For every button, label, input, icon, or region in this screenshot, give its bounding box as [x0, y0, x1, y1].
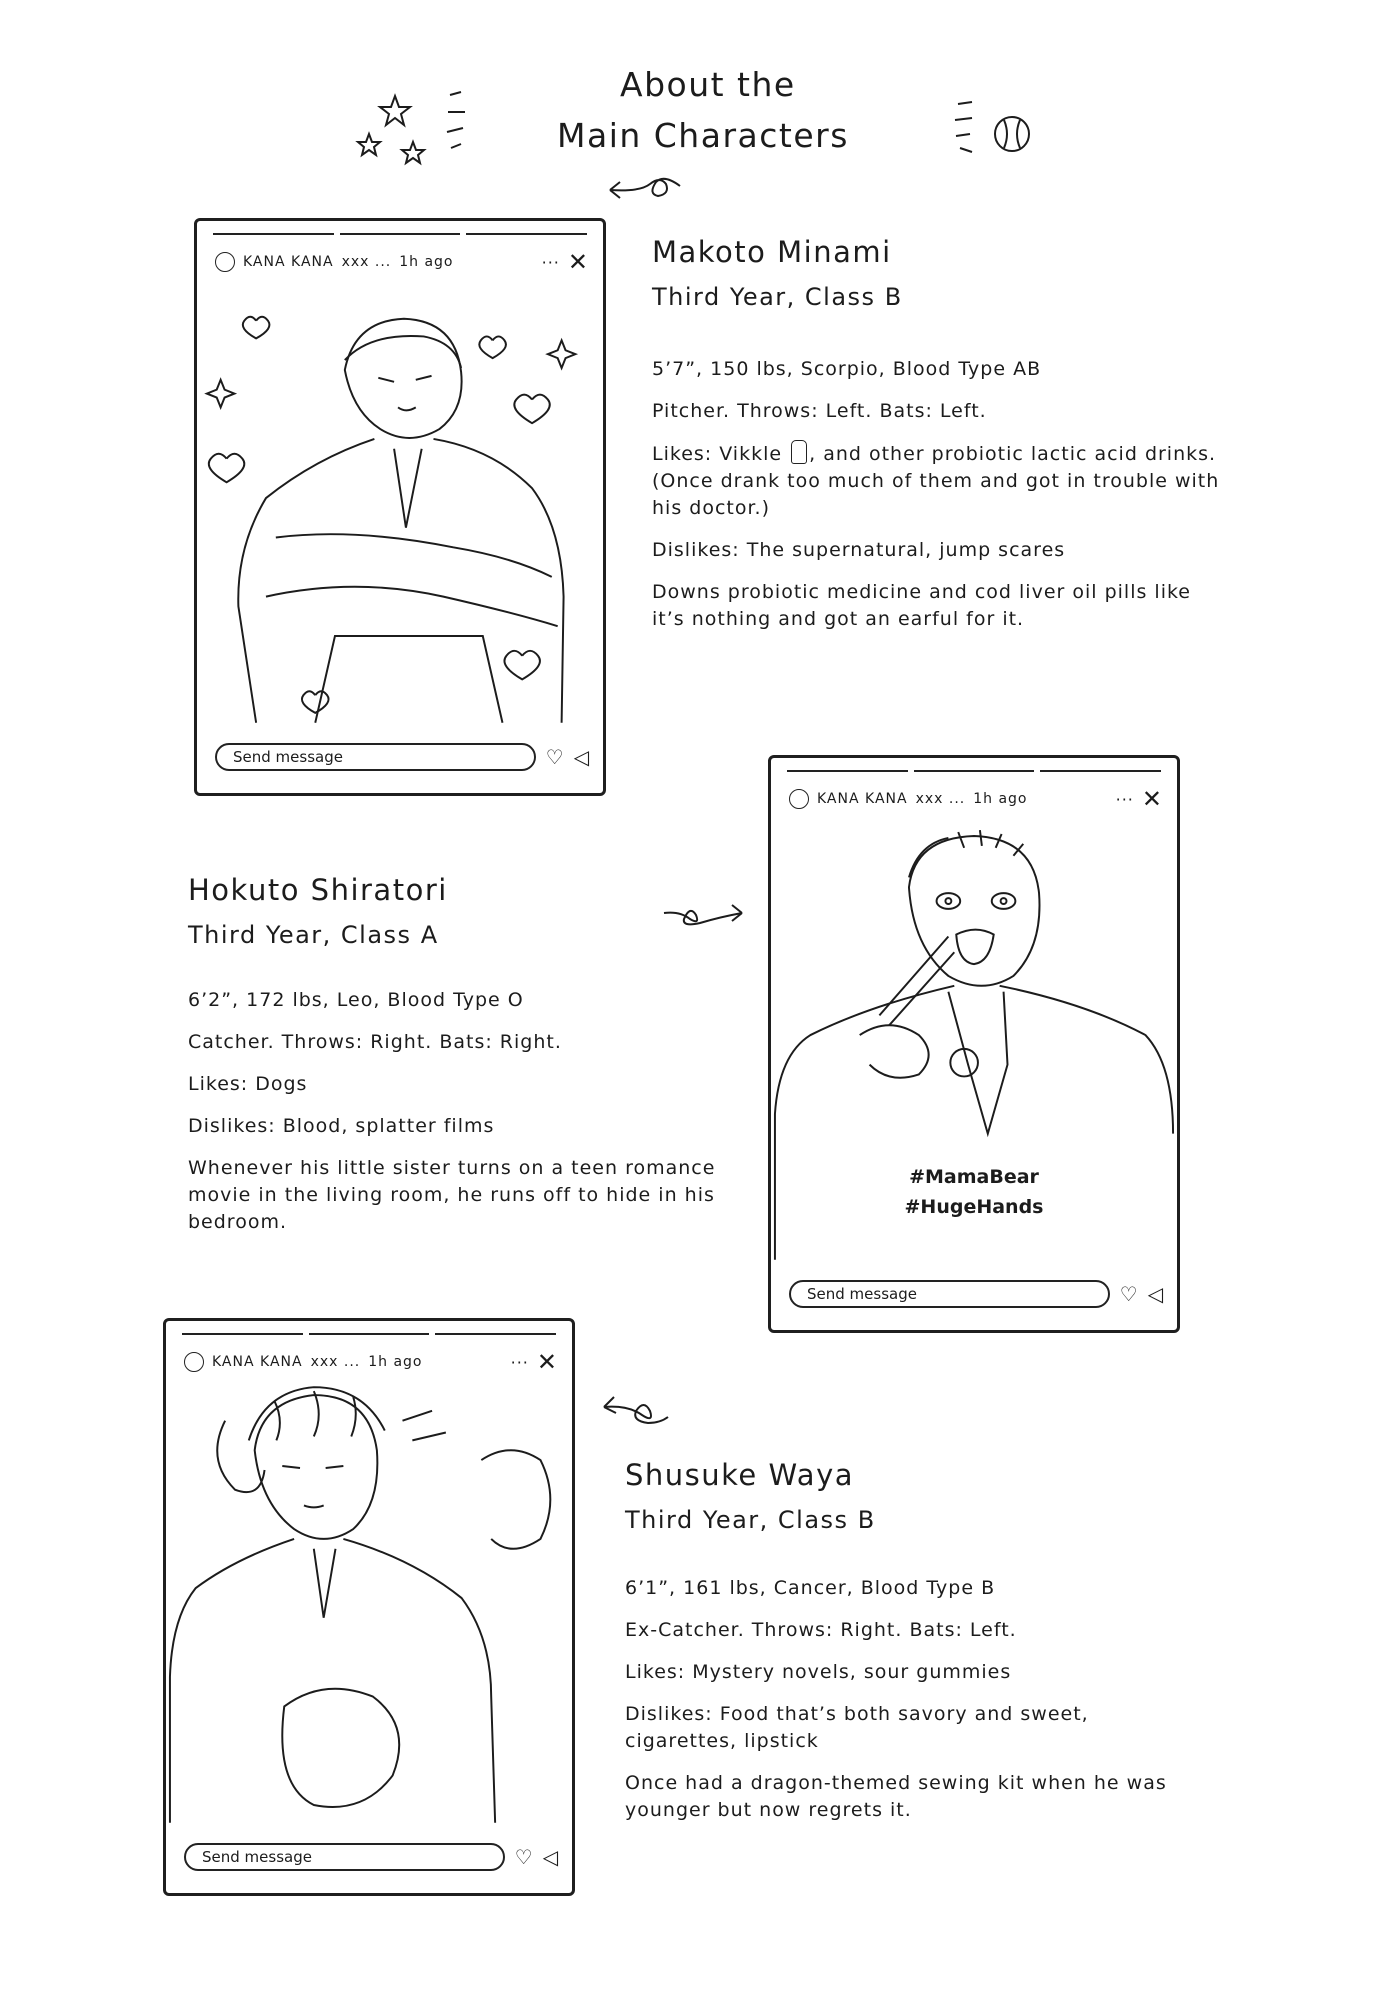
- note: Once had a dragon-themed sewing kit when he was younger but now regrets it.: [625, 1772, 1167, 1821]
- story-time: 1h ago: [368, 1354, 423, 1370]
- curly-arrow-icon: [660, 895, 750, 935]
- stars-icon: [355, 90, 475, 170]
- close-icon[interactable]: ✕: [536, 1348, 558, 1376]
- hashtag[interactable]: #MamaBear: [909, 1166, 1039, 1188]
- likes: Likes: Dogs: [188, 1073, 308, 1095]
- story-footer: [215, 739, 589, 775]
- heading-line-1: About the: [620, 65, 796, 104]
- baseball-icon: [950, 98, 1040, 158]
- character-class-makoto: Third Year, Class B: [652, 283, 903, 311]
- character-class-shusuke: Third Year, Class B: [625, 1506, 876, 1534]
- character-illustration-shusuke: [166, 1381, 572, 1823]
- more-icon[interactable]: ···: [1115, 789, 1134, 809]
- more-icon[interactable]: ···: [510, 1352, 529, 1372]
- position: Ex-Catcher. Throws: Right. Bats: Left.: [625, 1619, 1017, 1641]
- hashtag[interactable]: #HugeHands: [904, 1196, 1044, 1218]
- send-message-input[interactable]: Send message: [215, 743, 536, 771]
- send-icon[interactable]: ◁: [573, 745, 589, 769]
- heart-icon[interactable]: ♡: [1119, 1282, 1138, 1306]
- story-footer: [184, 1839, 558, 1875]
- story-header: [215, 247, 589, 277]
- close-icon[interactable]: ✕: [567, 248, 589, 276]
- position: Pitcher. Throws: Left. Bats: Left.: [652, 400, 987, 422]
- story-card-hokuto: [768, 755, 1180, 1333]
- drink-bottle-icon: [791, 440, 807, 464]
- send-icon[interactable]: ◁: [1147, 1282, 1163, 1306]
- story-username[interactable]: KANA KANA: [817, 791, 908, 807]
- story-progress-bar: [182, 1333, 556, 1335]
- avatar[interactable]: [184, 1352, 204, 1372]
- send-message-input[interactable]: Send message: [789, 1280, 1110, 1308]
- heart-icon[interactable]: ♡: [514, 1845, 533, 1869]
- stats: 6’2”, 172 lbs, Leo, Blood Type O: [188, 989, 524, 1011]
- send-icon[interactable]: ◁: [542, 1845, 558, 1869]
- story-progress-bar: [787, 770, 1161, 772]
- character-name-shusuke: Shusuke Waya: [625, 1458, 855, 1492]
- note: Downs probiotic medicine and cod liver oil pills like it’s nothing and got an earful for it.: [652, 581, 1191, 630]
- story-header: [789, 784, 1163, 814]
- character-facts-makoto: [652, 356, 1222, 648]
- character-facts-hokuto: [188, 987, 728, 1251]
- dislikes: Dislikes: Blood, splatter films: [188, 1115, 495, 1137]
- position: Catcher. Throws: Right. Bats: Right.: [188, 1031, 562, 1053]
- story-suffix: xxx ...: [310, 1354, 361, 1370]
- story-progress-bar: [213, 233, 587, 235]
- note: Whenever his little sister turns on a teen romance movie in the living room, he runs off to hide in his bedroom.: [188, 1157, 716, 1233]
- character-class-hokuto: Third Year, Class A: [188, 921, 439, 949]
- dislikes: Dislikes: The supernatural, jump scares: [652, 539, 1066, 561]
- story-footer: [789, 1276, 1163, 1312]
- likes: Likes: Mystery novels, sour gummies: [625, 1661, 1012, 1683]
- likes: Likes: Vikkle , and other probiotic lactic acid drinks. (Once drank too much of them and got in trouble with his doctor.): [652, 440, 1222, 522]
- avatar[interactable]: [215, 252, 235, 272]
- story-username[interactable]: KANA KANA: [243, 254, 334, 270]
- more-icon[interactable]: ···: [541, 252, 560, 272]
- character-facts-shusuke: [625, 1575, 1185, 1839]
- story-time: 1h ago: [399, 254, 454, 270]
- close-icon[interactable]: ✕: [1141, 785, 1163, 813]
- avatar[interactable]: [789, 789, 809, 809]
- character-name-makoto: Makoto Minami: [652, 235, 892, 269]
- heart-icon[interactable]: ♡: [545, 745, 564, 769]
- character-illustration-makoto: [197, 281, 603, 723]
- stats: 5’7”, 150 lbs, Scorpio, Blood Type AB: [652, 358, 1042, 380]
- story-time: 1h ago: [973, 791, 1028, 807]
- character-name-hokuto: Hokuto Shiratori: [188, 873, 448, 907]
- heading-line-2: Main Characters: [557, 116, 849, 155]
- curly-arrow-icon: [598, 1385, 678, 1431]
- story-username[interactable]: KANA KANA: [212, 1354, 303, 1370]
- stats: 6’1”, 161 lbs, Cancer, Blood Type B: [625, 1577, 996, 1599]
- story-suffix: xxx ...: [341, 254, 392, 270]
- dislikes: Dislikes: Food that’s both savory and sweet, cigarettes, lipstick: [625, 1703, 1089, 1752]
- story-card-makoto: [194, 218, 606, 796]
- story-card-shusuke: [163, 1318, 575, 1896]
- send-message-input[interactable]: Send message: [184, 1843, 505, 1871]
- curly-arrow-icon: [600, 170, 690, 210]
- story-suffix: xxx ...: [915, 791, 966, 807]
- hashtags: [771, 1162, 1177, 1222]
- story-header: [184, 1347, 558, 1377]
